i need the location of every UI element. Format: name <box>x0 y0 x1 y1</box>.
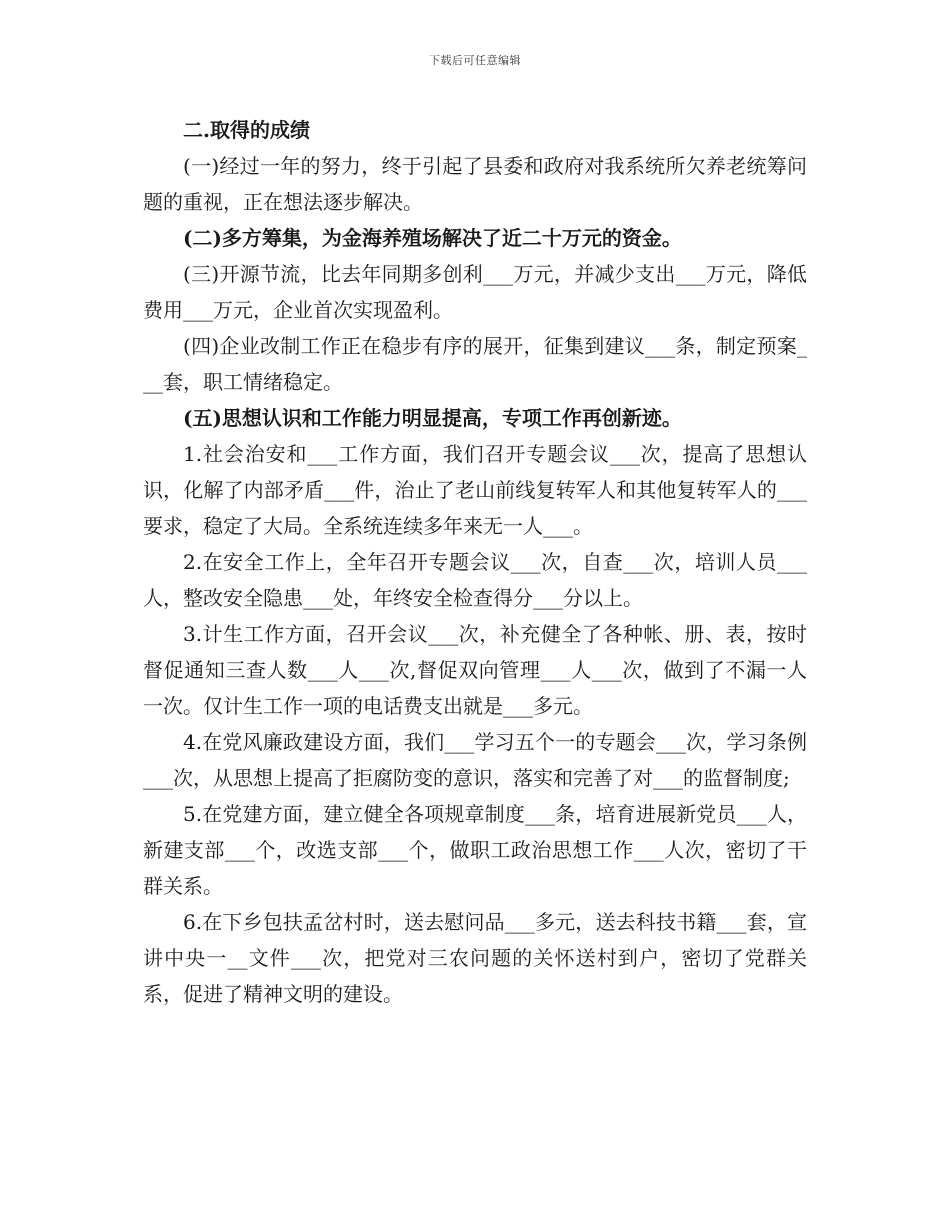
list-item-1: 1.社会治安和___工作方面，我们召开专题会议___次，提高了思想认识，化解了内部矛盾___件，治止了老山前线复转军人和其他复转军人的___要求，稳定了大局。全系统连续多年来无一人___。 <box>143 442 807 538</box>
paragraph-1: (一)经过一年的努力，终于引起了县委和政府对我系统所欠养老统筹问题的重视，正在想法逐步解决。 <box>143 154 807 214</box>
list-item-2: 2.在安全工作上，全年召开专题会议___次，自查___次，培训人员___人，整改安全隐患___处，年终安全检查得分___分以上。 <box>143 550 807 610</box>
list-item-6: 6.在下乡包扶孟岔村时，送去慰问品___多元，送去科技书籍___套，宣讲中央一__文件___次，把党对三农问题的关怀送村到户，密切了党群关系，促进了精神文明的建设。 <box>143 910 807 1006</box>
paragraph-3: (三)开源节流，比去年同期多创利___万元，并减少支出___万元，降低费用___万元，企业首次实现盈利。 <box>143 262 807 322</box>
list-item-4: 4.在党风廉政建设方面，我们___学习五个一的专题会___次，学习条例___次，从思想上提高了拒腐防变的意识，落实和完善了对___的监督制度; <box>143 730 807 790</box>
list-item-3: 3.计生工作方面，召开会议___次，补充健全了各种帐、册、表，按时督促通知三查人数___人___次,督促双向管理___人___次，做到了不漏一人一次。仅计生工作一项的电话费支出就是___多元。 <box>143 622 807 718</box>
paragraph-5: (五)思想认识和工作能力明显提高，专项工作再创新迹。 <box>183 406 682 430</box>
paragraph-4: (四)企业改制工作正在稳步有序的展开，征集到建议___条，制定预案___套，职工情绪稳定。 <box>143 334 807 394</box>
section-heading: 二.取得的成绩 <box>183 118 310 142</box>
document-body <box>143 112 807 1012</box>
page-header: 下载后可任意编辑 <box>429 54 521 67</box>
list-item-5: 5.在党建方面，建立健全各项规章制度___条，培育进展新党员___人，新建支部___个，改选支部___个，做职工政治思想工作___人次，密切了干群关系。 <box>143 802 807 898</box>
paragraph-2: (二)多方筹集，为金海养殖场解决了近二十万元的资金。 <box>183 226 682 250</box>
